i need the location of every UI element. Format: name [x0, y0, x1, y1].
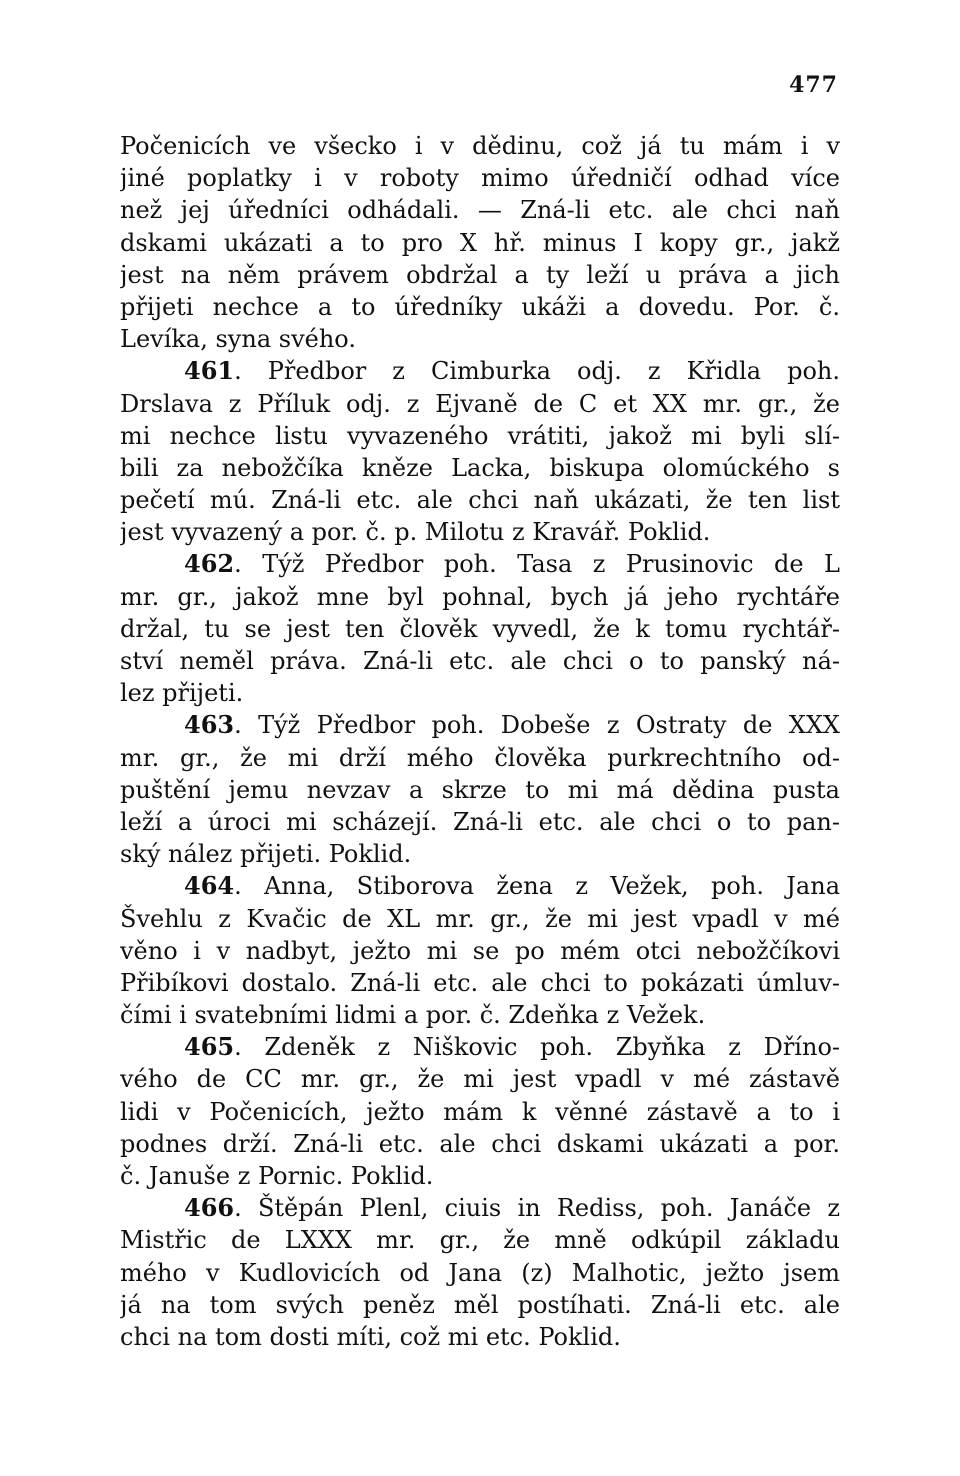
- line-text: puštění jemu nevzav a skrze to mi má dědina pusta: [120, 775, 840, 804]
- line-text: Drslava z Příluk odj. z Ejvaně de C et XX mr. gr., že: [120, 389, 840, 418]
- line-text: Počenicích ve všecko i v dědinu, což já tu mám i v: [120, 132, 840, 160]
- line-text: čími i svatebními lidmi a por. č. Zdeňka z Vežek.: [120, 1001, 706, 1030]
- line-text: lidi v Počenicích, ježto mám k věnné zástavě a to i: [120, 1097, 840, 1126]
- text-line: [120, 903, 840, 935]
- line-text: Levíka, syna svého.: [120, 325, 356, 354]
- line-text: podnes drží. Zná-li etc. ale chci dskami ukázati a por.: [120, 1129, 840, 1158]
- text-line: [120, 1128, 840, 1160]
- text-line: [120, 1289, 840, 1321]
- line-text: lez přijeti.: [120, 679, 244, 708]
- text-line: [120, 581, 840, 613]
- text-line: [120, 452, 840, 484]
- line-text: . Předbor z Cimburka odj. z Křidla poh.: [234, 357, 840, 386]
- text-line: [120, 806, 840, 838]
- line-text: já na tom svých peněz měl postíhati. Zná-li etc. ale: [120, 1290, 840, 1319]
- text-line: [120, 935, 840, 967]
- line-text: chci na tom dosti míti, což mi etc. Poklid.: [120, 1322, 621, 1351]
- line-text: vého de CC mr. gr., že mi jest vpadl v mé zástavě: [120, 1065, 840, 1094]
- line-text: Přibíkovi dostalo. Zná-li etc. ale chci to pokázati úmluv-: [120, 968, 840, 997]
- text-line: [120, 838, 840, 870]
- line-text: č. Januše z Pornic. Poklid.: [120, 1162, 434, 1190]
- line-text: držal, tu se jest ten člověk vyvedl, že k tomu rychtář-: [120, 614, 840, 643]
- line-text: . Štěpán Plenl, ciuis in Rediss, poh. Janáče z: [234, 1194, 840, 1223]
- body-text: [120, 130, 840, 1353]
- entry-number: 461: [184, 356, 235, 386]
- entry-number: 465: [184, 1032, 235, 1062]
- line-text: než jej úředníci odhádali. — Zná-li etc. ale chci naň: [120, 196, 840, 225]
- line-text: Mistřic de LXXX mr. gr., že mně odkúpil základu: [120, 1226, 840, 1255]
- entry-heading-line: [120, 548, 840, 580]
- text-line: [120, 1096, 840, 1128]
- line-text: . Týž Předbor poh. Tasa z Prusinovic de L: [234, 550, 840, 579]
- text-line: [120, 1063, 840, 1095]
- entry-heading-line: [120, 355, 840, 387]
- line-text: Švehlu z Kvačic de XL mr. gr., že mi jest vpadl v mé: [120, 904, 840, 933]
- line-text: ský nález přijeti. Poklid.: [120, 840, 412, 869]
- entry-number: 466: [184, 1193, 235, 1223]
- text-line: [120, 388, 840, 420]
- entry-heading-line: [120, 1192, 840, 1224]
- line-text: mr. gr., že mi drží mého člověka purkrechtního od-: [120, 743, 840, 772]
- entry-number: 464: [184, 871, 235, 901]
- entry-heading-line: [120, 1031, 840, 1063]
- text-line: [120, 484, 840, 516]
- text-line: [120, 130, 840, 162]
- entry-number: 463: [184, 710, 235, 740]
- text-line: [120, 1321, 840, 1353]
- text-line: [120, 999, 840, 1031]
- line-text: mi nechce listu vyvazeného vrátiti, jakož mi byli slí-: [120, 421, 840, 450]
- line-text: dskami ukázati a to pro X hř. minus I kopy gr., jakž: [120, 228, 840, 257]
- entry-number: 462: [184, 549, 235, 579]
- text-line: [120, 516, 840, 548]
- text-line: [120, 162, 840, 194]
- line-text: bili za nebožčíka kněze Lacka, biskupa olomúckého s: [120, 453, 840, 482]
- text-line: [120, 323, 840, 355]
- text-line: [120, 259, 840, 291]
- line-text: věno i v nadbyt, ježto mi se po mém otci nebožčíkovi: [120, 936, 840, 965]
- text-line: [120, 677, 840, 709]
- line-text: mr. gr., jakož mne byl pohnal, bych já jeho rychtáře: [120, 582, 840, 611]
- line-text: jiné poplatky i v roboty mimo úředničí odhad více: [120, 164, 840, 193]
- text-line: [120, 613, 840, 645]
- line-text: mého v Kudlovicích od Jana (z) Malhotic, ježto jsem: [120, 1258, 840, 1287]
- text-line: [120, 1160, 840, 1192]
- page-number: 477: [789, 72, 838, 98]
- line-text: přijeti nechce a to úředníky ukáži a dovedu. Por. č.: [120, 292, 840, 321]
- text-line: [120, 227, 840, 259]
- text-line: [120, 967, 840, 999]
- text-line: [120, 645, 840, 677]
- text-line: [120, 194, 840, 226]
- entry-heading-line: [120, 870, 840, 902]
- text-line: [120, 1257, 840, 1289]
- line-text: pečetí mú. Zná-li etc. ale chci naň ukázati, že ten list: [120, 486, 840, 515]
- entry-heading-line: [120, 709, 840, 741]
- text-line: [120, 291, 840, 323]
- line-text: leží a úroci mi scházejí. Zná-li etc. ale chci o to pan-: [120, 807, 840, 836]
- text-line: [120, 742, 840, 774]
- text-line: [120, 1224, 840, 1256]
- line-text: . Týž Předbor poh. Dobeše z Ostraty de XXX: [234, 711, 840, 740]
- text-line: [120, 774, 840, 806]
- line-text: jest na něm právem obdržal a ty leží u práva a jich: [120, 260, 840, 289]
- text-line: [120, 420, 840, 452]
- line-text: ství neměl práva. Zná-li etc. ale chci o to panský ná-: [120, 647, 840, 675]
- line-text: . Zdeněk z Niškovic poh. Zbyňka z Dříno-: [234, 1033, 840, 1062]
- line-text: . Anna, Stiborova žena z Vežek, poh. Jana: [234, 872, 840, 901]
- line-text: jest vyvazený a por. č. p. Milotu z Kravář. Poklid.: [120, 518, 711, 547]
